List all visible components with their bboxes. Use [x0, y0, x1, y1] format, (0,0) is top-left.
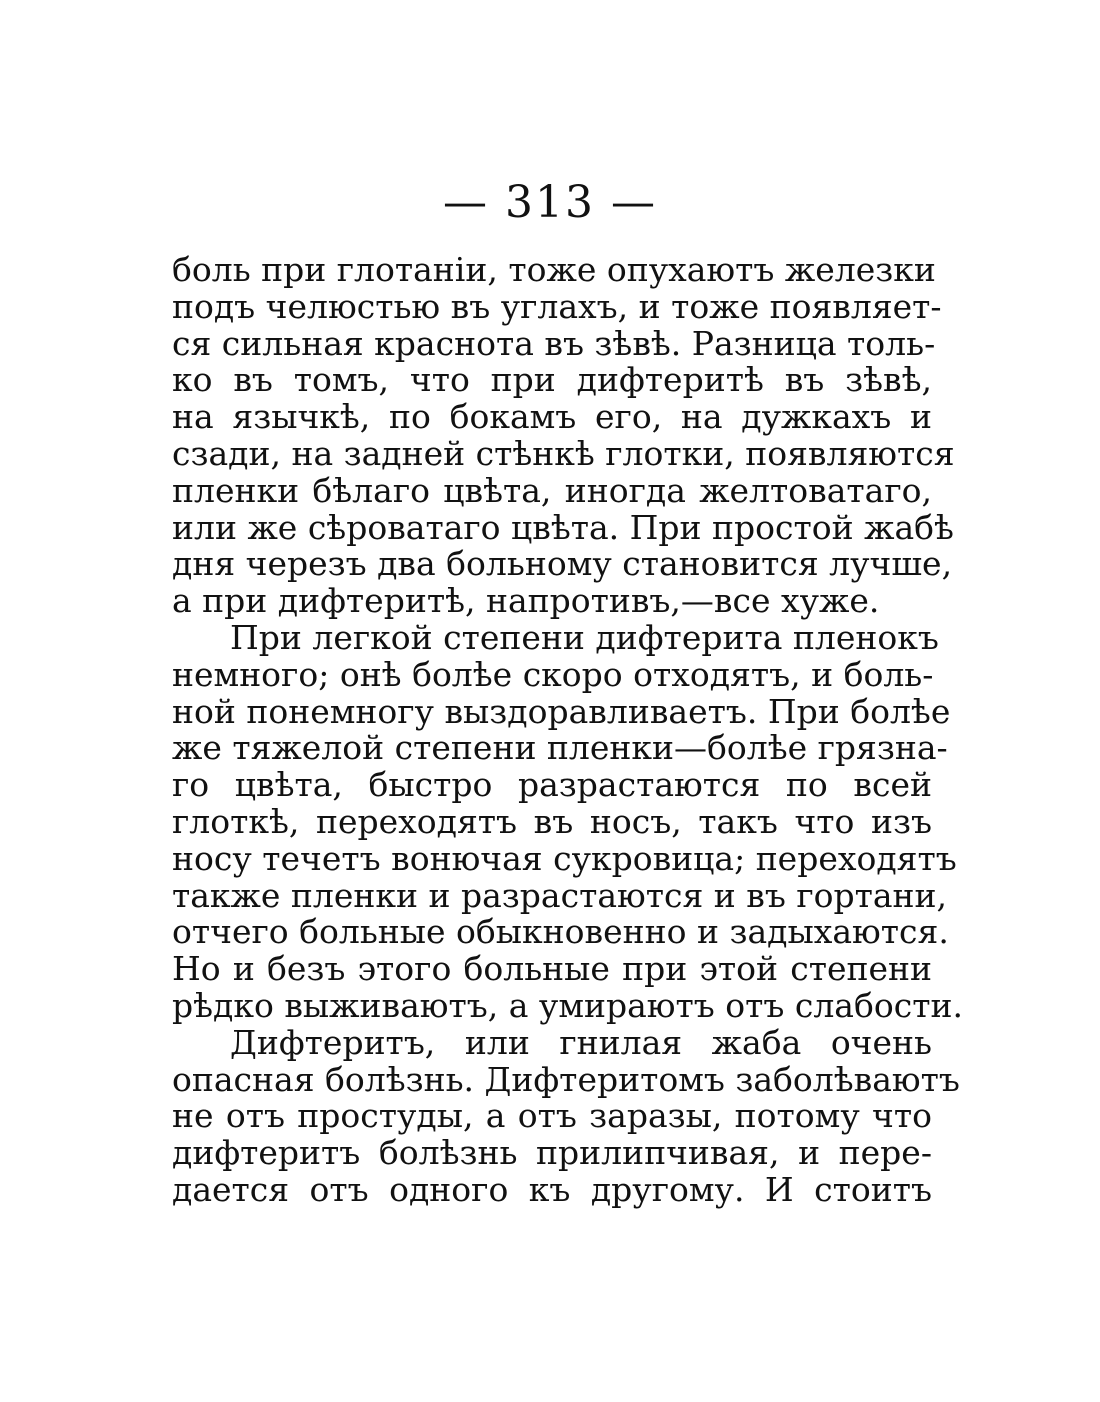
- text-line: опасная болѣзнь. Дифтеритомъ заболѣваютъ: [172, 1059, 960, 1099]
- text-line: го цвѣта, быстро разрастаются по всей: [172, 765, 932, 805]
- text-line-paragraph-end: рѣдко выживаютъ, а умираютъ отъ слабости.: [172, 985, 963, 1025]
- text-line: на язычкѣ, по бокамъ его, на дужкахъ и: [172, 397, 932, 437]
- text-line: отчего больные обыкновенно и задыхаются.: [172, 912, 949, 952]
- text-line: немного; онѣ болѣе скоро отходятъ, и боль-: [172, 654, 934, 694]
- text-line: дается отъ одного къ другому. И стоитъ: [172, 1169, 932, 1209]
- text-line: дня черезъ два больному становится лучше,: [172, 544, 953, 584]
- text-line: ной понемногу выздоравливаетъ. При болѣе: [172, 691, 951, 731]
- text-line: глоткѣ, переходятъ въ носъ, такъ что изъ: [172, 801, 932, 841]
- text-line: также пленки и разрастаются и въ гортани,: [172, 875, 948, 915]
- text-line: или же сѣроватаго цвѣта. При простой жабѣ: [172, 507, 954, 547]
- text-line-paragraph-end: а при дифтеритѣ, напротивъ,—все хуже.: [172, 581, 880, 621]
- text-line: подъ челюстью въ углахъ, и тоже появляет-: [172, 286, 942, 326]
- text-line-paragraph-start: При легкой степени дифтерита пленокъ: [230, 617, 939, 657]
- text-line: дифтеритъ болѣзнь прилипчивая, и пере-: [172, 1133, 932, 1173]
- text-line: не отъ простуды, а отъ заразы, потому что: [172, 1096, 932, 1136]
- text-line: сзади, на задней стѣнкѣ глотки, появляются: [172, 433, 955, 473]
- text-line: Но и безъ этого больные при этой степени: [172, 949, 932, 989]
- text-line: боль при глотанiи, тоже опухаютъ железки: [172, 250, 936, 289]
- text-line-paragraph-start: Дифтеритъ, или гнилая жаба очень: [230, 1022, 932, 1062]
- body-text: [172, 250, 963, 1209]
- text-line: ко въ томъ, что при дифтеритѣ въ зѣвѣ,: [172, 360, 932, 400]
- text-line: же тяжелой степени пленки—болѣе грязна-: [172, 728, 948, 768]
- page-number: — 313 —: [443, 177, 657, 228]
- text-line: пленки бѣлаго цвѣта, иногда желтоватаго,: [172, 470, 932, 510]
- text-line: носу течетъ вонючая сукровица; переходятъ: [172, 838, 957, 878]
- text-line: ся сильная краснота въ зѣвѣ. Разница толь-: [172, 323, 936, 363]
